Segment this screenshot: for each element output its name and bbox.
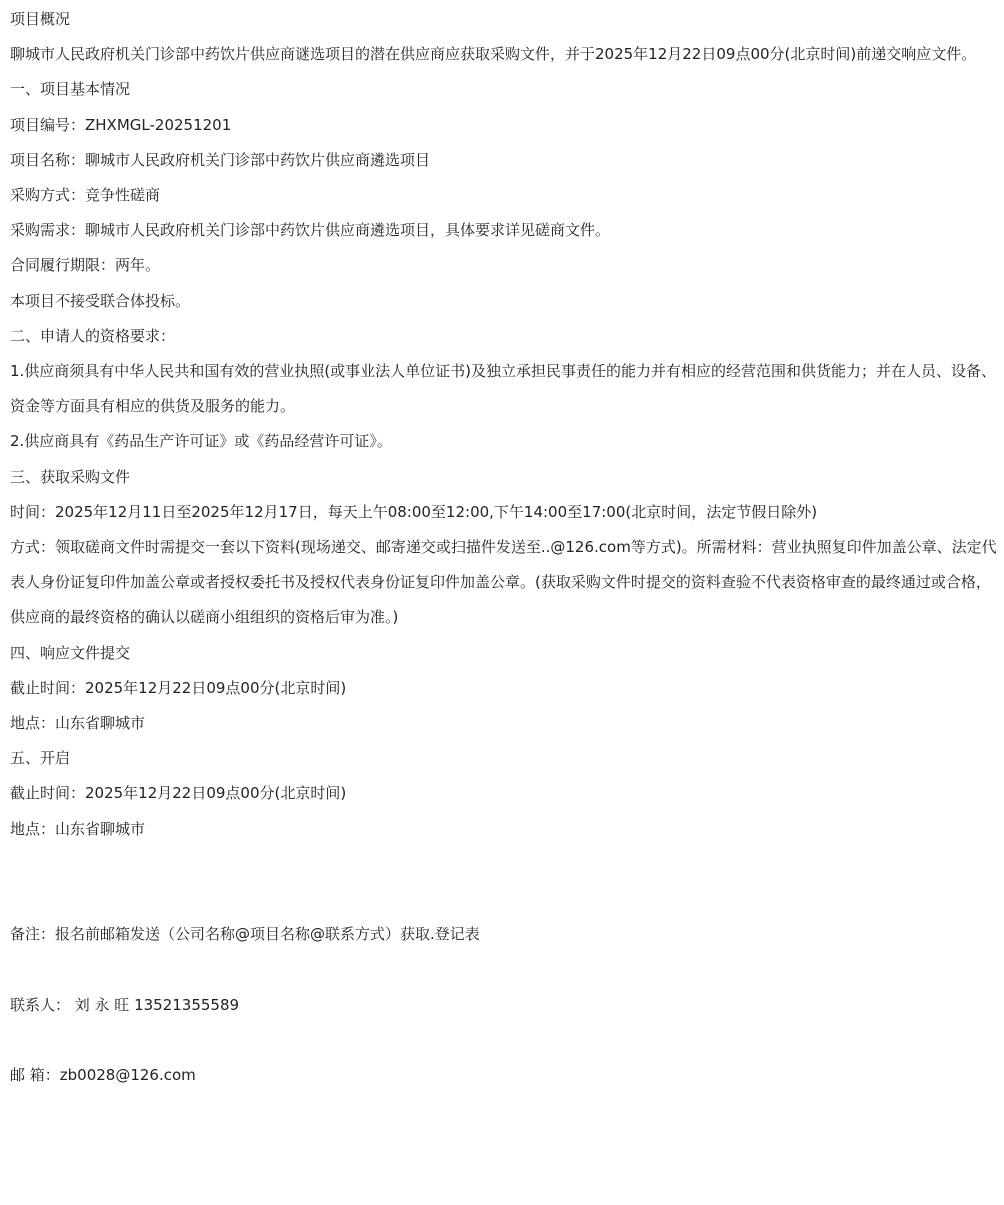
procurement-needs: 采购需求：聊城市人民政府机关门诊部中药饮片供应商遴选项目，具体要求详见磋商文件。 [10,221,611,240]
spacer [10,952,994,987]
section-heading-opening: 五、开启 [10,749,71,768]
section-heading-obtain-documents: 三、获取采购文件 [10,467,131,486]
overview-text: 聊城市人民政府机关门诊部中药饮片供应商谜选项目的潜在供应商应获取采购文件，并于2025年12月22日09点00分(北京时间)前递交响应文件。 [10,45,977,64]
project-number: 项目编号：ZHXMGL-20251201 [10,115,232,134]
obtain-documents-method: 方式：领取磋商文件时需提交一套以下资料(现场递交、邮寄递交或扫描件发送至..@126.com等方式)。所需材料：营业执照复印件加盖公章、法定代表人身份证复印件加盖公章或者授权委托书及授权代表身份证复印件加盖公章。(获取采购文件时提交的资料查验不代表资格审查的最终通过或合格，供应商的最终资格的确认以磋商小组组织的资格后审为准。) [10,538,997,627]
project-name: 项目名称：聊城市人民政府机关门诊部中药饮片供应商遴选项目 [10,150,431,169]
spacer [10,1023,994,1058]
opening-location: 地点：山东省聊城市 [10,819,146,838]
contact-email: 邮 箱：zb0028@126.com [10,1066,196,1085]
obtain-documents-time: 时间：2025年12月11日至2025年12月17日，每天上午08:00至12:00,下午14:00至17:00(北京时间，法定节假日除外) [10,502,818,521]
procurement-method: 采购方式：竞争性磋商 [10,186,161,205]
submission-deadline: 截止时间：2025年12月22日09点00分(北京时间) [10,678,347,697]
section-heading-basic-info: 一、项目基本情况 [10,80,131,99]
section-heading-qualifications: 二、申请人的资格要求： [10,326,176,345]
contract-period: 合同履行期限：两年。 [10,256,161,275]
opening-deadline: 截止时间：2025年12月22日09点00分(北京时间) [10,784,347,803]
no-consortium-note: 本项目不接受联合体投标。 [10,291,191,310]
qualification-requirement-2: 2.供应商具有《药品生产许可证》或《药品经营许可证》。 [10,432,392,451]
qualification-requirement-1: 1.供应商须具有中华人民共和国有效的营业执照(或事业法人单位证书)及独立承担民事责任的能力并有相应的经营范围和供货能力；并在人员、设备、资金等方面具有相应的供货及服务的能力。 [10,362,997,416]
section-heading-submission: 四、响应文件提交 [10,643,131,662]
spacer [10,847,994,882]
contact-person: 联系人： 刘 永 旺 13521355589 [10,995,240,1014]
spacer [10,882,994,917]
overview-heading: 项目概况 [10,10,71,28]
registration-note: 备注：报名前邮箱发送（公司名称@项目名称@联系方式）获取.登记表 [10,925,480,944]
submission-location: 地点：山东省聊城市 [10,714,146,733]
